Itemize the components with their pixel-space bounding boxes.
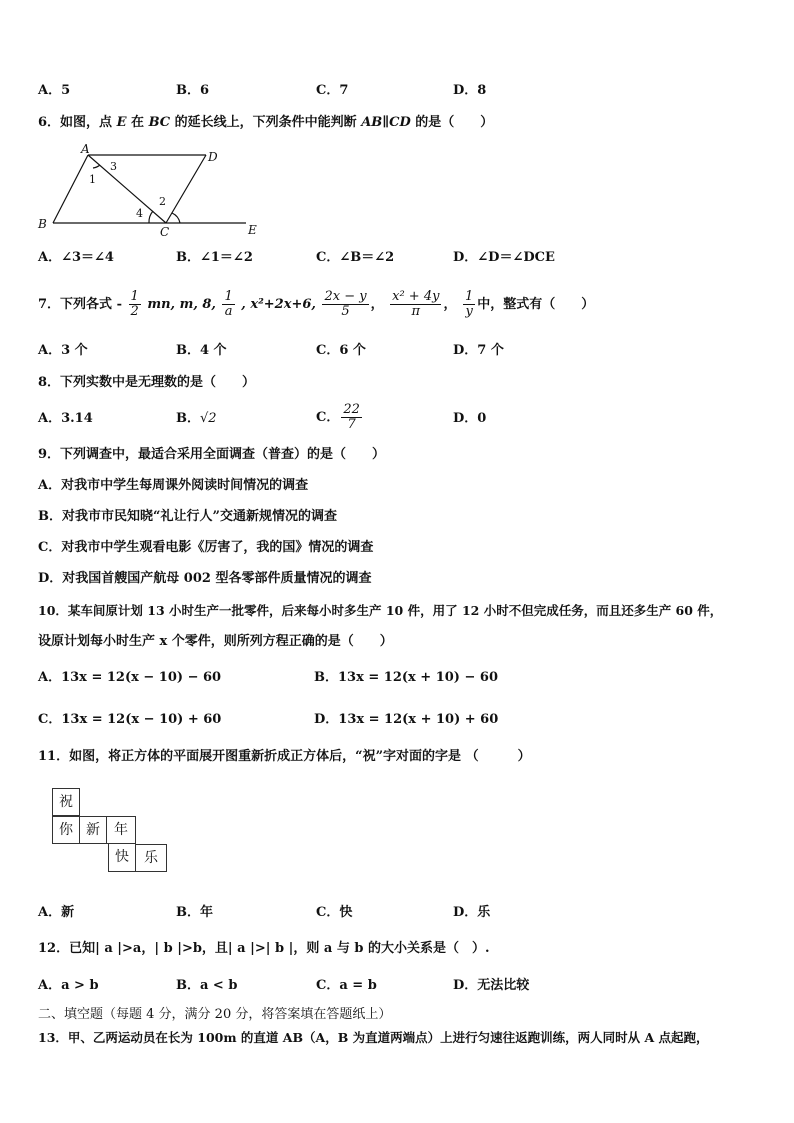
cube-cell-ni: 你 xyxy=(52,816,80,844)
q12-option-b: B．a < b xyxy=(176,978,238,993)
q6-option-c: C．∠B＝∠2 xyxy=(316,250,395,265)
q9-option-b: B．对我市市民知晓“礼让行人”交通新规情况的调查 xyxy=(38,509,337,524)
q11-option-a: A．新 xyxy=(38,905,75,920)
q8-option-c: C． $\frac{22}{7}$ xyxy=(316,402,360,432)
q6-option-b: B．∠1＝∠2 xyxy=(176,250,253,265)
q12-option-a: A．a > b xyxy=(38,978,99,993)
q8-stem: 8．下列实数中是无理数的是（ ） xyxy=(38,375,256,390)
angle-3-arc xyxy=(93,165,100,168)
section-2-heading: 二、填空题（每题 4 分，满分 20 分，将答案填在答题纸上） xyxy=(38,1007,392,1022)
q11-stem: 11．如图，将正方体的平面展开图重新折成正方体后，“祝”字对面的字是 （ ） xyxy=(38,749,531,764)
q12-option-c: C．a = b xyxy=(316,978,377,993)
label-e: E xyxy=(248,223,257,237)
label-angle-1: 1 xyxy=(89,173,96,186)
angle-2-arc xyxy=(172,213,180,223)
q5-option-d: D．8 xyxy=(453,83,487,98)
q11-option-b: B．年 xyxy=(176,905,213,920)
q7-frac-3: $\frac{2x - y}{5}$ xyxy=(324,289,367,319)
q13-line-1: 13．甲、乙两运动员在长为 100m 的直道 AB（A，B 为直道两端点）上进行匀速往返跑训练，两人同时从 A 点起跑， xyxy=(38,1030,709,1045)
label-d: D xyxy=(208,150,218,164)
q6-option-a: A．∠3＝∠4 xyxy=(38,250,114,265)
q7-frac-5: $\frac{1}{y}$ xyxy=(464,289,474,319)
q9-stem: 9．下列调查中，最适合采用全面调查（普查）的是（ ） xyxy=(38,447,386,462)
q9-option-a: A．对我市中学生每周课外阅读时间情况的调查 xyxy=(38,478,309,493)
q7-option-c: C．6 个 xyxy=(316,343,366,358)
q10-line-1: 10．某车间原计划 13 小时生产一批零件，后来每小时多生产 10 件，用了 12 小时不但完成任务，而且还多生产 60 件， xyxy=(38,603,723,618)
q10-option-a: A．13x = 12(x − 10) − 60 xyxy=(38,670,222,685)
q8-option-b: B．√2 xyxy=(176,411,217,426)
q10-option-d: D．13x = 12(x + 10) + 60 xyxy=(314,712,499,727)
q8-option-d: D．0 xyxy=(453,411,487,426)
q5-option-a: A．5 xyxy=(38,83,71,98)
q6-figure xyxy=(36,143,266,238)
angle-4-arc xyxy=(149,211,153,223)
q7-option-a: A．3 个 xyxy=(38,343,88,358)
q7-frac-2: $\frac{1}{a}$ xyxy=(224,289,233,319)
cube-cell-xin: 新 xyxy=(80,816,107,844)
q10-line-2: 设原计划每小时生产 x 个零件，则所列方程正确的是（ ） xyxy=(38,634,393,649)
label-a: A xyxy=(81,143,90,156)
q6-stem: 6．如图，点 E 在 BC 的延长线上，下列条件中能判断 AB∥CD 的是（ ） xyxy=(38,115,494,130)
q7-option-d: D．7 个 xyxy=(453,343,504,358)
q11-option-c: C．快 xyxy=(316,905,353,920)
q10-option-b: B．13x = 12(x + 10) − 60 xyxy=(314,670,498,685)
label-b: B xyxy=(38,217,47,231)
q7-option-b: B．4 个 xyxy=(176,343,227,358)
q7-frac-1: $\frac{1}{2}$ xyxy=(130,289,139,319)
cube-cell-le: 乐 xyxy=(136,844,167,872)
label-c: C xyxy=(160,225,170,238)
label-angle-2: 2 xyxy=(159,195,166,208)
q5-option-b: B．6 xyxy=(176,83,210,98)
q8-option-a: A．3.14 xyxy=(38,411,93,426)
line-ab xyxy=(53,155,88,223)
q6-option-d: D．∠D＝∠DCE xyxy=(453,250,555,265)
cube-cell-kuai: 快 xyxy=(108,844,136,872)
q9-option-c: C．对我市中学生观看电影《厉害了，我的国》情况的调查 xyxy=(38,540,374,555)
q12-option-d: D．无法比较 xyxy=(453,978,530,993)
q7-frac-4: $\frac{\text{x² + 4y}}{\pi}$ xyxy=(392,289,440,319)
cube-cell-nian: 年 xyxy=(107,816,136,844)
label-angle-4: 4 xyxy=(136,207,143,220)
q9-option-d: D．对我国首艘国产航母 002 型各零部件质量情况的调查 xyxy=(38,571,372,586)
cube-cell-zhu: 祝 xyxy=(52,788,80,816)
q12-stem: 12．已知| a |>a，| b |>b，且| a |>| b |，则 a 与 b 的大小关系是（ ）. xyxy=(38,941,490,956)
q11-option-d: D．乐 xyxy=(453,905,491,920)
q5-option-c: C．7 xyxy=(316,83,349,98)
label-angle-3: 3 xyxy=(110,160,117,173)
line-dc xyxy=(166,155,206,223)
q10-option-c: C．13x = 12(x − 10) + 60 xyxy=(38,712,222,727)
q7-stem: 7．下列各式 - $\frac{1}{2}$ mn, m, 8, $\frac{1}{a}$ , x²+2x+6, $\frac{2x - y}{5}$ ， $\frac{\text{x² + 4y}}{\pi}$ ， $\frac{1}{y}$ 中，整式有（ ） xyxy=(38,289,595,319)
